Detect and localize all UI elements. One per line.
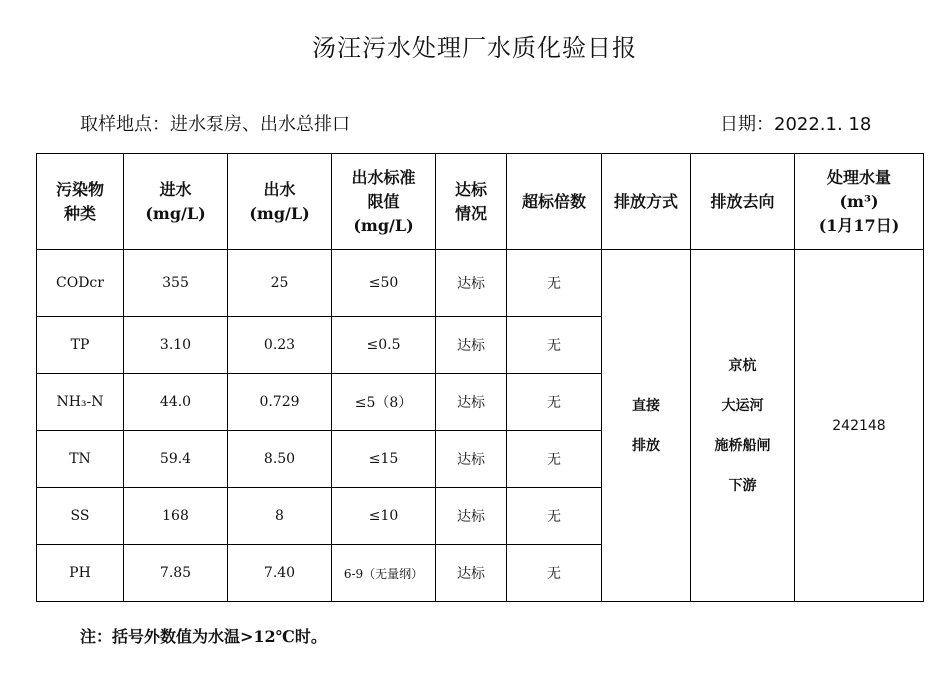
limit-cell: ≤0.5 — [332, 317, 436, 374]
inflow-cell: 59.4 — [124, 431, 228, 488]
sampling-location: 取样地点：进水泵房、出水总排口 — [80, 114, 350, 135]
pollutant-cell: NH₃-N — [37, 374, 124, 431]
inflow-cell: 168 — [124, 488, 228, 545]
exceed-cell: 无 — [507, 374, 602, 431]
discharge-dest-cell: 京杭 大运河 施桥船闸 下游 — [691, 250, 795, 602]
table-row — [37, 250, 924, 317]
outflow-cell: 8 — [228, 488, 332, 545]
pollutant-cell: CODcr — [37, 250, 124, 317]
discharge-method-cell: 直接 排放 — [602, 250, 691, 602]
header-compliance: 达标 情况 — [436, 154, 507, 250]
exceed-cell: 无 — [507, 250, 602, 317]
header-volume: 处理水量 (m³) (1月17日) — [795, 154, 924, 250]
outflow-cell: 0.729 — [228, 374, 332, 431]
pollutant-cell: SS — [37, 488, 124, 545]
limit-cell: ≤10 — [332, 488, 436, 545]
report-date: 日期：2022.1. 18 — [720, 114, 872, 135]
exceed-cell: 无 — [507, 545, 602, 602]
header-outflow: 出水 (mg/L) — [228, 154, 332, 250]
footnote: 注：括号外数值为水温>12℃时。 — [80, 627, 327, 646]
compliance-cell: 达标 — [436, 545, 507, 602]
compliance-cell: 达标 — [436, 250, 507, 317]
table-header-row — [37, 154, 924, 250]
header-discharge-dest: 排放去向 — [691, 154, 795, 250]
exceed-cell: 无 — [507, 488, 602, 545]
header-exceed: 超标倍数 — [507, 154, 602, 250]
inflow-cell: 355 — [124, 250, 228, 317]
pollutant-cell: PH — [37, 545, 124, 602]
outflow-cell: 25 — [228, 250, 332, 317]
header-discharge-method: 排放方式 — [602, 154, 691, 250]
compliance-cell: 达标 — [436, 317, 507, 374]
limit-cell: ≤15 — [332, 431, 436, 488]
volume-cell: 242148 — [795, 250, 924, 602]
header-pollutant: 污染物 种类 — [37, 154, 124, 250]
inflow-cell: 7.85 — [124, 545, 228, 602]
compliance-cell: 达标 — [436, 374, 507, 431]
outflow-cell: 8.50 — [228, 431, 332, 488]
compliance-cell: 达标 — [436, 431, 507, 488]
outflow-cell: 0.23 — [228, 317, 332, 374]
pollutant-cell: TP — [37, 317, 124, 374]
header-inflow: 进水 (mg/L) — [124, 154, 228, 250]
exceed-cell: 无 — [507, 317, 602, 374]
header-limit: 出水标准 限值 (mg/L) — [332, 154, 436, 250]
water-quality-table — [36, 153, 924, 602]
inflow-cell: 3.10 — [124, 317, 228, 374]
compliance-cell: 达标 — [436, 488, 507, 545]
limit-cell: 6-9（无量纲） — [332, 545, 436, 602]
limit-cell: ≤50 — [332, 250, 436, 317]
pollutant-cell: TN — [37, 431, 124, 488]
inflow-cell: 44.0 — [124, 374, 228, 431]
exceed-cell: 无 — [507, 431, 602, 488]
outflow-cell: 7.40 — [228, 545, 332, 602]
report-title: 汤汪污水处理厂水质化验日报 — [312, 34, 637, 62]
limit-cell: ≤5（8） — [332, 374, 436, 431]
